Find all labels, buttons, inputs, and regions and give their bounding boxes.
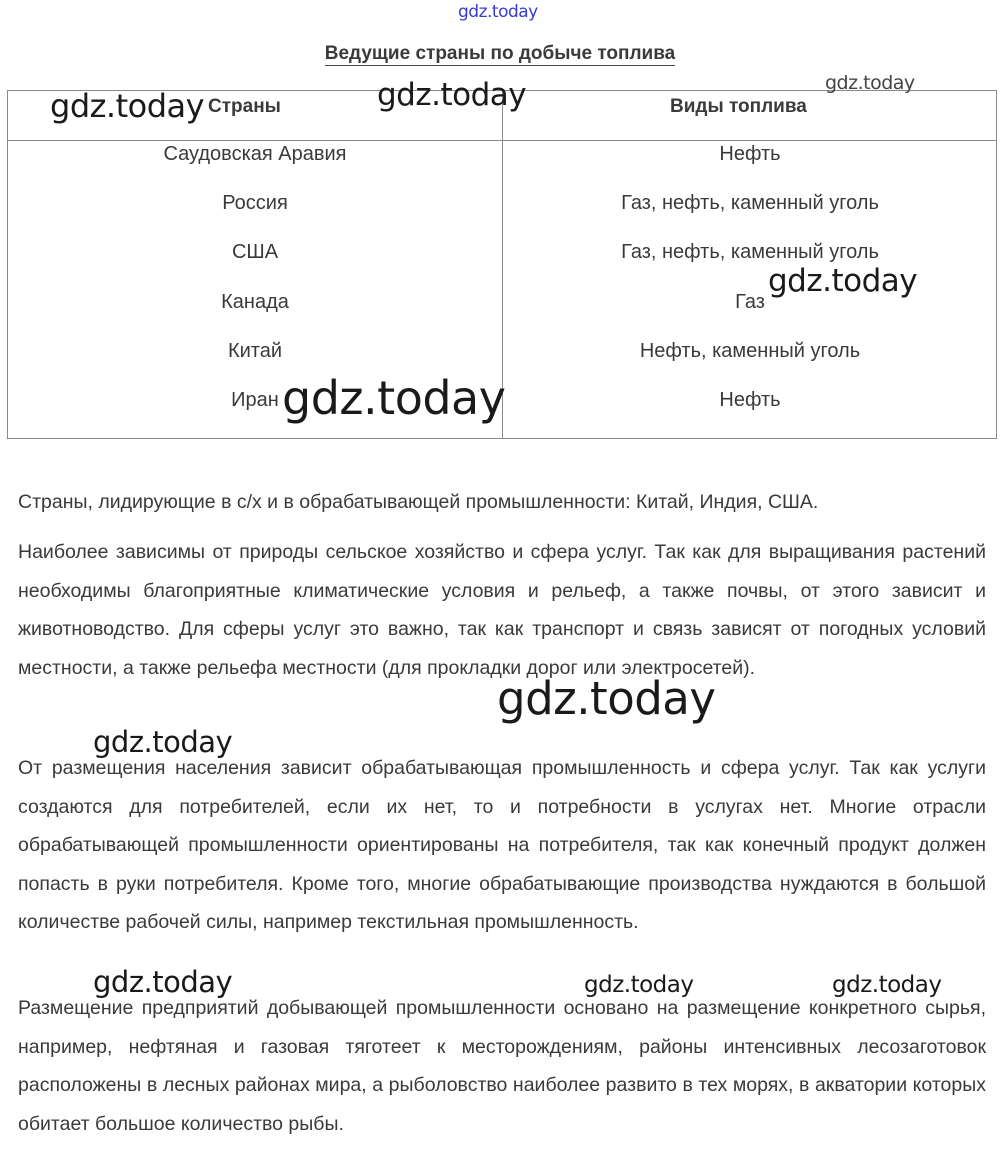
table-cell-country: Саудовская Аравия (163, 143, 347, 165)
table-cell-country: Канада (221, 291, 289, 313)
table-cell-country: Россия (222, 192, 288, 214)
table-cell-country: Китай (227, 340, 283, 362)
table-cell-fuel: Газ, нефть, каменный уголь (621, 241, 879, 263)
watermark: gdz.today (768, 263, 918, 299)
watermark: gdz.today (282, 371, 506, 425)
table-header-fuel-types: Виды топлива (670, 96, 807, 117)
watermark: gdz.today (832, 972, 942, 998)
paragraph-population-placement: От размещения населения зависит обрабатывающая промышленность и сфера услуг. Так как услуги создаются для потребителей, если их нет, то и потребности в услугах нет. Многие отрасли обрабатывающей промышленности ориентированы на потребителя, так как конечный продукт должен попасть в руки потребителя. Кроме того, многие обрабатывающие производства нуждаются в большой количестве рабочей силы, например текстильная промышленность. (18, 757, 986, 933)
table-cell-fuel: Нефть (719, 143, 781, 165)
watermark-top: gdz.today (458, 2, 538, 22)
watermark: gdz.today (50, 87, 205, 125)
table-cell-fuel: Газ (735, 291, 765, 313)
table-cell-fuel: Нефть (719, 389, 781, 411)
paragraph-nature-dependence: Наиболее зависимы от природы сельское хозяйство и сфера услуг. Так как для выращивания растений необходимы благоприятные климатические условия и рельеф, а также почвы, от этого зависит и животноводство. Для сферы услуг это важно, так как транспорт и связь зависят от погодных условий местности, а также рельефа местности (для прокладки дорог или электросетей). (18, 541, 986, 679)
document-title (0, 43, 1000, 65)
watermark: gdz.today (93, 965, 233, 999)
document-title-text: Ведущие страны по добыче топлива (324, 43, 676, 64)
table-cell-country: США (231, 241, 279, 263)
table-cell-country: Иран (231, 389, 279, 411)
watermark: gdz.today (497, 672, 716, 725)
watermark: gdz.today (584, 972, 694, 998)
table-cell-fuel: Нефть, каменный уголь (639, 340, 861, 362)
table-cell-fuel: Газ, нефть, каменный уголь (621, 192, 879, 214)
watermark: gdz.today (93, 725, 233, 759)
table-header-divider (8, 140, 996, 141)
paragraph-extractive-industry: Размещение предприятий добывающей промышленности основано на размещение конкретного сырья, например, нефтяная и газовая тяготеет к месторождениям, районы интенсивных лесозаготовок расположены в лесных районах мира, а рыболовство наиболее развито в тех морях, в акватории которых обитает большое количество рыбы. (18, 997, 986, 1135)
watermark: gdz.today (825, 72, 915, 94)
table-header-countries: Страны (208, 96, 281, 117)
paragraph-leading-countries: Страны, лидирующие в с/х и в обрабатывающей промышленности: Китай, Индия, США. (18, 491, 819, 513)
watermark: gdz.today (377, 77, 527, 113)
